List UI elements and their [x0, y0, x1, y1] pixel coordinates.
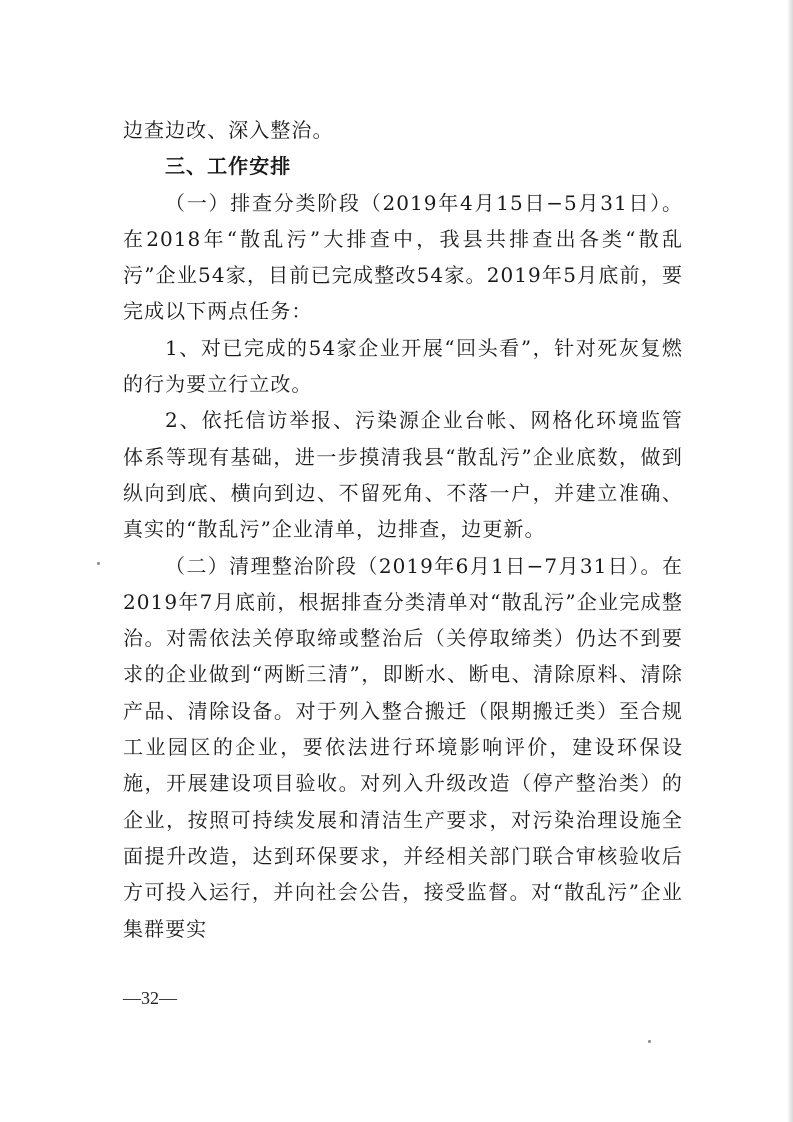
paragraph-task-one: 1、对已完成的54家企业开展“回头看”，针对死灰复燃的行为要立行立改。	[123, 335, 683, 397]
document-body	[123, 112, 683, 947]
scan-edge-shadow	[787, 0, 793, 1122]
paragraph-continuation: 边查边改、深入整治。	[123, 118, 334, 142]
page-number: —32—	[123, 988, 177, 1008]
paragraph-stage-one: （一）排查分类阶段（2019年4月15日−5月31日）。在2018年“散乱污”大排查中，我县共排查出各类“散乱污”企业54家，目前已完成整改54家。2019年5月底前，要完成以下两点任务：	[123, 190, 683, 324]
paragraph-stage-two: （二）清理整治阶段（2019年6月1日−7月31日）。在2019年7月底前，根据排查分类清单对“散乱污”企业完成整治。对需依法关停取缔或整治后（关停取缔类）仍达不到要求的企业做到“两断三清”，即断水、断电、清除原料、清除产品、清除设备。对于列入整合搬迁（限期搬迁类）至合规工业园区的企业，要依法进行环境影响评价，建设环保设施，开展建设项目验收。对列入升级改造（停产整治类）的企业，按照可持续发展和清洁生产要求，对污染治理设施全面提升改造，达到环保要求，并经相关部门联合审核验收后方可投入运行，并向社会公告，接受监督。对“散乱污”企业集群要实	[123, 553, 683, 941]
scan-speck	[97, 562, 100, 565]
section-heading: 三、工作安排	[165, 154, 292, 179]
paragraph-task-two: 2、依托信访举报、污染源企业台帐、网格化环境监管体系等现有基础，进一步摸清我县“散乱污”企业底数，做到纵向到底、横向到边、不留死角、不落一户，并建立准确、真实的“散乱污”企业清单，边排查，边更新。	[123, 408, 683, 542]
scan-speck	[648, 1040, 651, 1043]
